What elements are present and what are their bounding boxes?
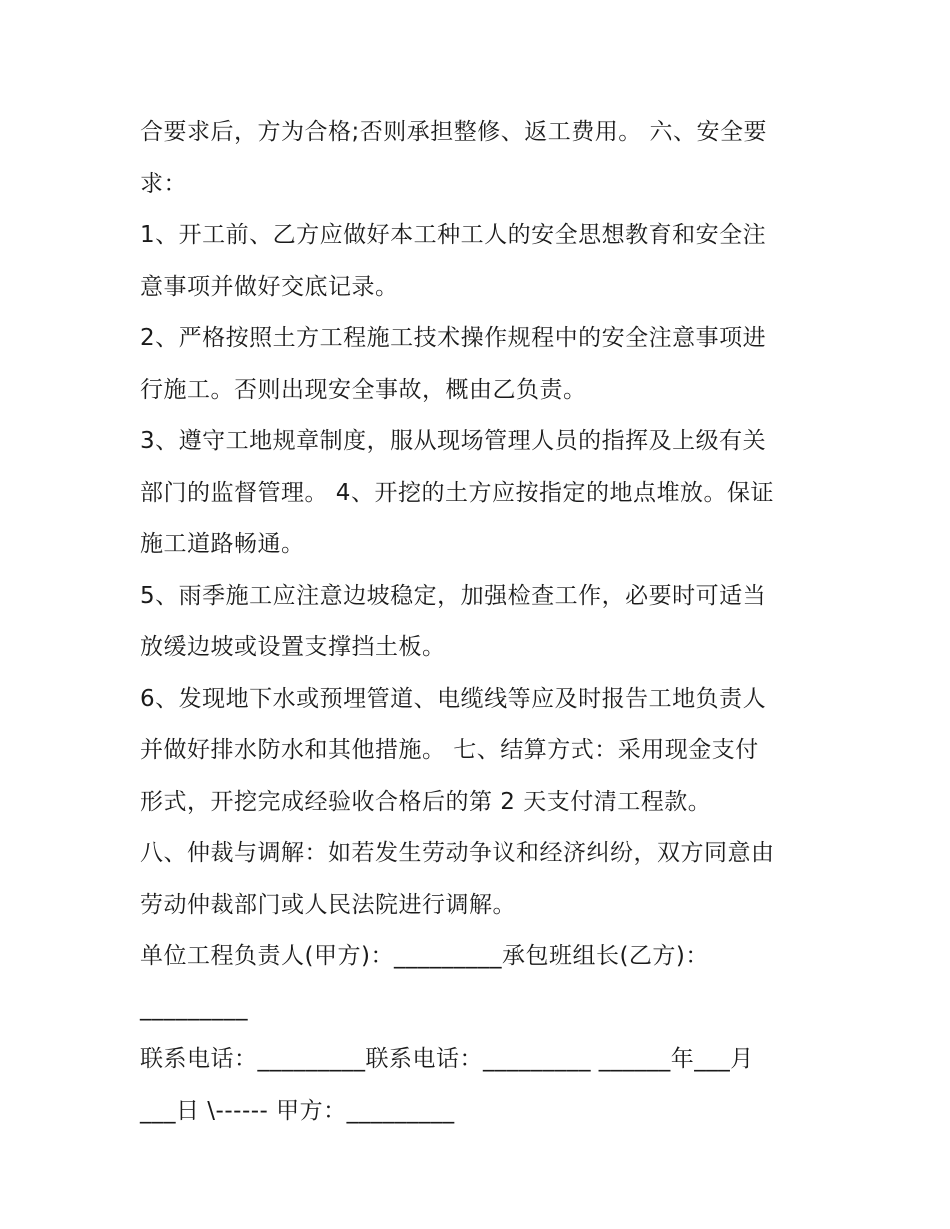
text-line: 6、发现地下水或预埋管道、电缆线等应及时报告工地负责人 — [140, 685, 767, 712]
text-line: 1、开工前、乙方应做好本工种工人的安全思想教育和安全注 — [140, 222, 767, 248]
text-line: 并做好排水防水和其他措施。 七、结算方式：采用现金支付 — [140, 737, 759, 763]
text-line: 2、严格按照土方工程施工技术操作规程中的安全注意事项进 — [140, 325, 767, 351]
text-line: 行施工。否则出现安全事故，概由乙负责。 — [140, 376, 587, 403]
text-line: 求： — [140, 170, 187, 197]
text-line: 5、雨季施工应注意边坡稳定，加强检查工作，必要时可适当 — [140, 582, 767, 609]
contract-text — [140, 107, 830, 1137]
text-line: 施工道路畅通。 — [140, 531, 305, 557]
date-line: ___日 \------ 甲方：_________ — [140, 1097, 455, 1124]
text-line: 部门的监督管理。 4、开挖的土方应按指定的地点堆放。保证 — [140, 479, 774, 506]
text-line: 3、遵守工地规章制度，服从现场管理人员的指挥及上级有关 — [140, 428, 767, 454]
text-line: 合要求后，方为合格;否则承担整修、返工费用。 六、安全要 — [140, 119, 768, 145]
text-line: 形式，开挖完成经验收合格后的第 2 天支付清工程款。 — [140, 788, 712, 815]
contact-phone-line: 联系电话：_________联系电话：_________ ______年___月 — [140, 1046, 754, 1072]
text-line: 八、仲裁与调解：如若发生劳动争议和经济纠纷，双方同意由 — [140, 840, 775, 866]
text-line: 意事项并做好交底记录。 — [140, 273, 399, 300]
text-line: 劳动仲裁部门或人民法院进行调解。 — [140, 891, 516, 918]
signature-blank: _________ — [140, 994, 248, 1021]
signature-line-parties: 单位工程负责人(甲方)：_________承包班组长(乙方)： — [140, 943, 709, 969]
text-line: 放缓边坡或设置支撑挡土板。 — [140, 634, 446, 660]
